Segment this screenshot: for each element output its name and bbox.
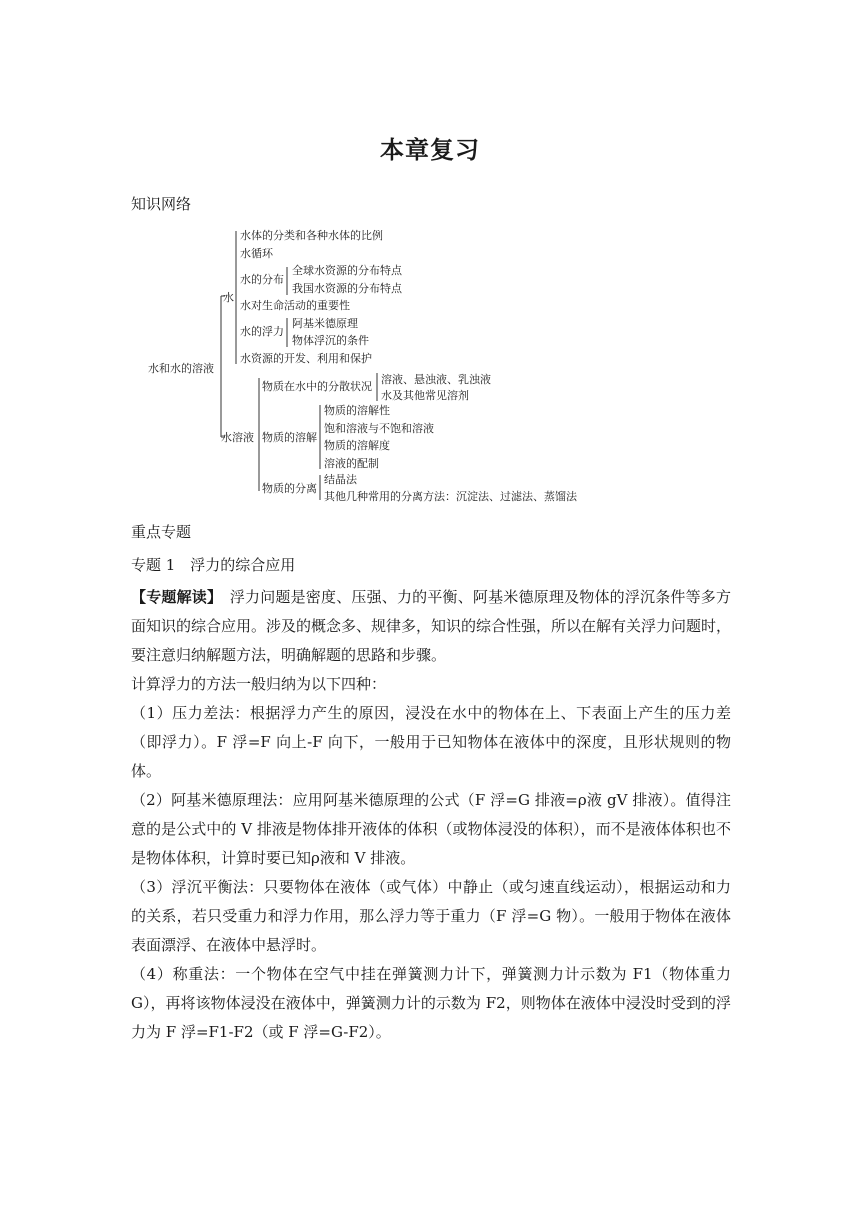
tree-node-archimedes: 阿基米德原理 <box>292 317 358 330</box>
tree-root: 水和水的溶液 <box>148 362 214 375</box>
tree-node-float-sink: 物体浮沉的条件 <box>292 334 369 347</box>
tree-node-development: 水资源的开发、利用和保护 <box>240 352 372 365</box>
tree-node-water: 水 <box>223 291 234 304</box>
tree-node-crystallization: 结晶法 <box>324 473 357 486</box>
tree-node-classification: 水体的分类和各种水体的比例 <box>240 229 383 242</box>
tree-node-dispersion-types: 溶液、悬浊液、乳浊液 <box>381 373 491 386</box>
tree-node-other-methods: 其他几种常用的分离方法：沉淀法、过滤法、蒸馏法 <box>324 490 577 503</box>
method-paragraph: （3）浮沉平衡法：只要物体在液体（或气体）中静止（或匀速直线运动），根据运动和力的关系，若只受重力和浮力作用，那么浮力等于重力（F 浮=G 物）。一般用于物体在液体表面漂浮、在液体中悬浮时。 <box>131 878 731 954</box>
tree-node-distribution-china: 我国水资源的分布特点 <box>292 282 402 295</box>
tree-node-dissolving: 物质的溶解 <box>262 431 317 444</box>
tree-node-solution: 水溶液 <box>221 431 254 444</box>
interpretation-label: 【专题解读】 <box>131 588 215 606</box>
methods-intro: 计算浮力的方法一般归纳为以下四种： <box>131 675 387 693</box>
tree-node-buoyancy: 水的浮力 <box>240 325 284 338</box>
tree-node-solubility-nature: 物质的溶解性 <box>324 404 390 417</box>
tree-node-preparation: 溶液的配制 <box>324 457 379 470</box>
interpretation-paragraph <box>131 583 731 670</box>
section-heading-network: 知识网络 <box>131 195 192 213</box>
knowledge-network-diagram <box>0 0 860 520</box>
tree-node-solvents: 水及其他常见溶剂 <box>381 389 469 402</box>
method-paragraph: （4）称重法：一个物体在空气中挂在弹簧测力计下，弹簧测力计示数为 F1（物体重力 G），再将该物体浸没在液体中，弹簧测力计的示数为 F2，则物体在液体中浸没时受到的浮力为 F 浮=F1-F2（或 F 浮=G-F2）。 <box>131 965 731 1041</box>
tree-node-distribution-global: 全球水资源的分布特点 <box>292 264 402 277</box>
tree-node-solubility: 物质的溶解度 <box>324 439 390 452</box>
interpretation-text: 浮力问题是密度、压强、力的平衡、阿基米德原理及物体的浮沉条件等多方面知识的综合应用。涉及的概念多、规律多，知识的综合性强，所以在解有关浮力问题时，要注意归纳解题方法，明确解题的思路和步骤。 <box>131 588 732 664</box>
tree-node-distribution: 水的分布 <box>240 273 284 286</box>
method-paragraph: （1）压力差法：根据浮力产生的原因，浸没在水中的物体在上、下表面上产生的压力差（即浮力）。F 浮=F 向上-F 向下，一般用于已知物体在液体中的深度，且形状规则的物体。 <box>131 704 731 780</box>
tree-node-cycle: 水循环 <box>240 247 273 260</box>
page-title: 本章复习 <box>380 136 480 164</box>
method-paragraph: （2）阿基米德原理法：应用阿基米德原理的公式（F 浮=G 排液=ρ液 gV 排液）。值得注意的是公式中的 V 排液是物体排开液体的体积（或物体浸没的体积），而不是液体体积也不是物体体积，计算时要已知ρ液和 V 排液。 <box>131 791 731 867</box>
topic-title: 专题 1 浮力的综合应用 <box>131 556 296 574</box>
tree-node-dispersion: 物质在水中的分散状况 <box>262 380 372 393</box>
tree-node-life-importance: 水对生命活动的重要性 <box>240 299 350 312</box>
section-heading-focus: 重点专题 <box>131 523 192 541</box>
topic-body <box>131 583 731 1047</box>
tree-node-saturated: 饱和溶液与不饱和溶液 <box>324 422 434 435</box>
tree-node-separation: 物质的分离 <box>262 482 317 495</box>
